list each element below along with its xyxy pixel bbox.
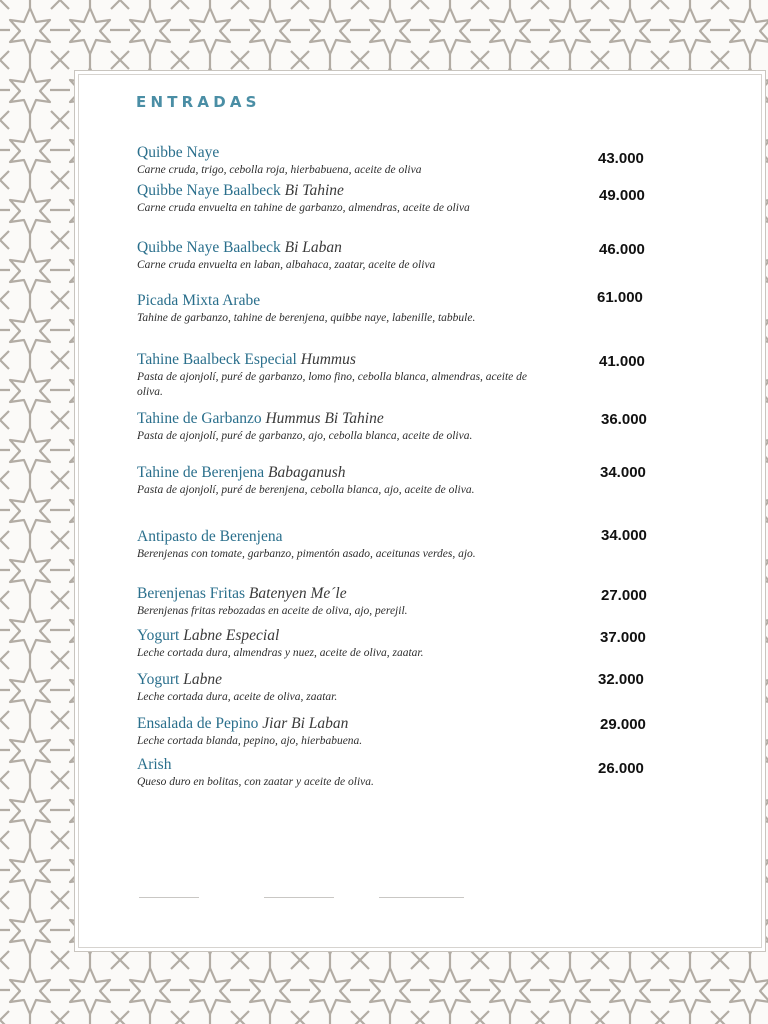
item-alt-name: Jiar Bi Laban: [262, 715, 349, 732]
item-price: 26.000: [598, 760, 644, 777]
item-name: Quibbe Naye: [137, 144, 220, 161]
item-alt-name: Labne Especial: [183, 627, 280, 644]
item-price: 46.000: [599, 241, 645, 258]
item-name: Yogurt Labne Especial: [137, 627, 280, 644]
item-description: Carne cruda, trigo, cebolla roja, hierbabuena, aceite de oliva: [137, 164, 422, 176]
divider-fragment: [379, 897, 464, 898]
item-description: Carne cruda envuelta en tahine de garbanzo, almendras, aceite de oliva: [137, 202, 470, 214]
item-alt-name: Hummus Bi Tahine: [265, 410, 384, 427]
item-description: Queso duro en bolitas, con zaatar y aceite de oliva.: [137, 776, 374, 788]
divider-fragment: [264, 897, 334, 898]
item-price: 49.000: [599, 187, 645, 204]
item-description: Tahine de garbanzo, tahine de berenjena, quibbe naye, labenille, tabbule.: [137, 312, 476, 324]
divider-fragment: [139, 897, 199, 898]
item-name: Tahine de Garbanzo Hummus Bi Tahine: [137, 410, 384, 427]
item-name: Yogurt Labne: [137, 671, 222, 688]
item-name: Berenjenas Fritas Batenyen Me´le: [137, 585, 347, 602]
item-name: Antipasto de Berenjena: [137, 528, 283, 545]
item-alt-name: Batenyen Me´le: [248, 585, 347, 602]
item-price: 29.000: [600, 716, 646, 733]
item-price: 41.000: [599, 353, 645, 370]
item-alt-name: Hummus: [300, 351, 356, 368]
item-name: Arish: [137, 756, 172, 773]
item-alt-name: Bi Laban: [284, 239, 342, 256]
item-price: 32.000: [598, 671, 644, 688]
item-alt-name: Labne: [183, 671, 222, 688]
item-description: Leche cortada dura, almendras y nuez, aceite de oliva, zaatar.: [137, 647, 424, 659]
item-name: Picada Mixta Arabe: [137, 292, 261, 309]
item-price: 37.000: [600, 629, 646, 646]
item-description: Berenjenas fritas rebozadas en aceite de oliva, ajo, perejil.: [137, 605, 408, 617]
item-alt-name: Bi Tahine: [284, 182, 344, 199]
item-name: Ensalada de Pepino Jiar Bi Laban: [137, 715, 349, 732]
item-name: Tahine de Berenjena Babaganush: [137, 464, 346, 481]
item-price: 27.000: [601, 587, 647, 604]
item-description: Pasta de ajonjolí, puré de berenjena, cebolla blanca, ajo, aceite de oliva.: [137, 484, 475, 496]
item-alt-name: Babaganush: [268, 464, 346, 481]
menu-panel: [78, 74, 762, 948]
item-price: 36.000: [601, 411, 647, 428]
item-price: 34.000: [601, 527, 647, 544]
section-title: ENTRADAS: [136, 93, 261, 111]
item-price: 43.000: [598, 150, 644, 167]
item-description: Carne cruda envuelta en laban, albahaca, zaatar, aceite de oliva: [137, 259, 436, 271]
item-description: Pasta de ajonjolí, puré de garbanzo, ajo, cebolla blanca, aceite de oliva.: [137, 430, 473, 442]
item-price: 34.000: [600, 464, 646, 481]
item-name: Tahine Baalbeck Especial Hummus: [137, 351, 356, 368]
item-description: Berenjenas con tomate, garbanzo, pimentón asado, aceitunas verdes, ajo.: [137, 548, 476, 560]
item-name: Quibbe Naye Baalbeck Bi Tahine: [137, 182, 344, 199]
item-description: Leche cortada blanda, pepino, ajo, hierbabuena.: [137, 735, 363, 747]
item-name: Quibbe Naye Baalbeck Bi Laban: [137, 239, 342, 256]
item-description: Pasta de ajonjolí, puré de garbanzo, lomo fino, cebolla blanca, almendras, aceite de oliva.: [137, 371, 527, 398]
item-description: Leche cortada dura, aceite de oliva, zaatar.: [137, 691, 338, 703]
item-price: 61.000: [597, 289, 643, 306]
